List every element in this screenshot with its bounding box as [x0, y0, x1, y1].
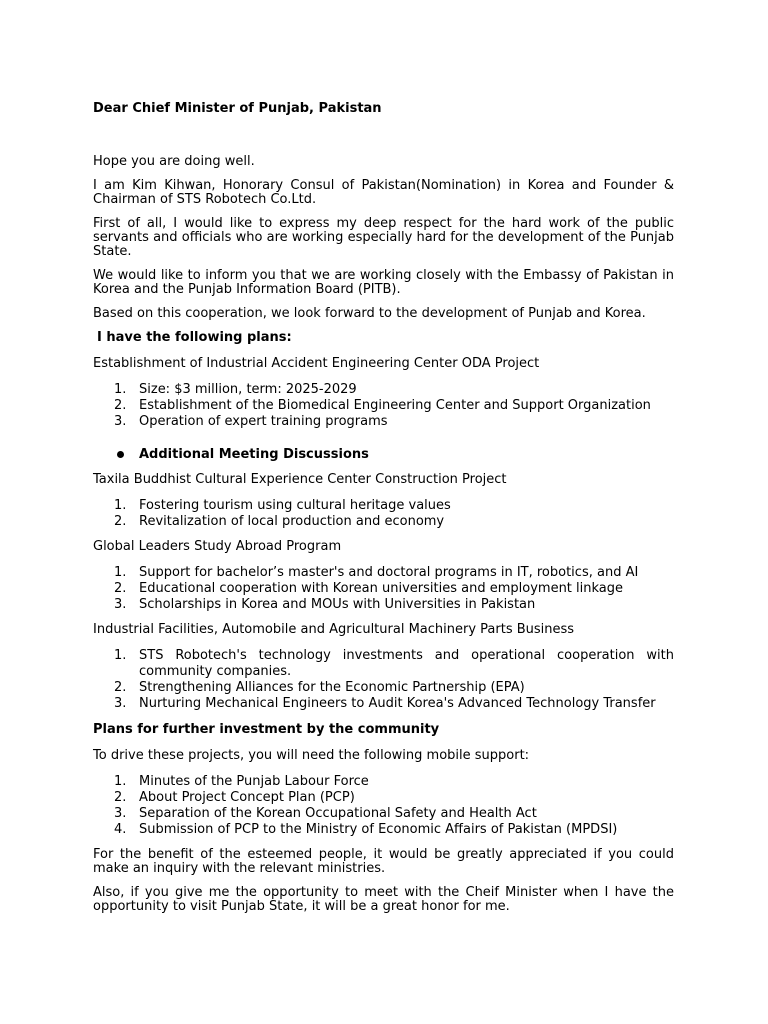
section1-list [93, 382, 674, 430]
list-item: 1. Support for bachelor’s master's and doctoral programs in IT, robotics, and AI [114, 565, 639, 580]
list-item: 1. Size: $3 million, term: 2025-2029 [114, 382, 357, 397]
list-item: 2. Revitalization of local production and economy [114, 514, 445, 529]
additional-meeting-bullet: Additional Meeting Discussions [93, 447, 674, 463]
section3-list [93, 565, 674, 613]
list-item: 1. Fostering tourism using cultural heritage values [114, 498, 451, 513]
support-intro: To drive these projects, you will need the following mobile support: [93, 748, 530, 763]
section4-list [93, 648, 674, 712]
list-item: 3. Scholarships in Korea and MOUs with Universities in Pakistan [114, 597, 536, 612]
salutation: Dear Chief Minister of Punjab, Pakistan [93, 101, 382, 116]
plans-heading: I have the following plans: [97, 330, 292, 345]
list-item: 1. STS Robotech's technology investments and operational cooperation with community companies. [114, 648, 674, 679]
list-item: 2. Strengthening Alliances for the Economic Partnership (EPA) [114, 680, 525, 695]
section1-title: Establishment of Industrial Accident Engineering Center ODA Project [93, 356, 540, 371]
list-item: 3. Operation of expert training programs [114, 414, 388, 429]
community-heading: Plans for further investment by the community [93, 722, 440, 737]
inform-paragraph: We would like to inform you that we are working closely with the Embassy of Pakistan in Korea and the Punjab Information Board (PITB). [93, 268, 674, 297]
list-item: 3. Separation of the Korean Occupational Safety and Health Act [114, 806, 537, 821]
section2-list [93, 498, 674, 530]
list-item: 3. Nurturing Mechanical Engineers to Audit Korea's Advanced Technology Transfer [114, 696, 656, 711]
list-item: 2. Educational cooperation with Korean universities and employment linkage [114, 581, 624, 596]
list-item: 2. Establishment of the Biomedical Engineering Center and Support Organization [114, 398, 651, 413]
letter-body [93, 102, 674, 914]
list-item: 2. About Project Concept Plan (PCP) [114, 790, 355, 805]
list-item: 1. Minutes of the Punjab Labour Force [114, 774, 369, 789]
greeting: Hope you are doing well. [93, 154, 255, 169]
bullet-icon [117, 451, 124, 458]
closing-paragraph: Also, if you give me the opportunity to meet with the Cheif Minister when I have the opportunity to visit Punjab State, it will be a great honor for me. [93, 885, 674, 914]
section4-title: Industrial Facilities, Automobile and Agricultural Machinery Parts Business [93, 622, 575, 637]
benefit-paragraph: For the benefit of the esteemed people, it would be greatly appreciated if you could make an inquiry with the relevant ministries. [93, 847, 674, 876]
section5-list [93, 774, 674, 838]
intro-paragraph: I am Kim Kihwan, Honorary Consul of Pakistan(Nomination) in Korea and Founder & Chairman of STS Robotech Co.Ltd. [93, 178, 674, 207]
respect-paragraph: First of all, I would like to express my deep respect for the hard work of the public servants and officials who are working especially hard for the development of the Punjab State. [93, 216, 674, 259]
list-item: 4. Submission of PCP to the Ministry of Economic Affairs of Pakistan (MPDSI) [114, 822, 618, 837]
cooperation-paragraph: Based on this cooperation, we look forward to the development of Punjab and Korea. [93, 306, 646, 321]
section3-title: Global Leaders Study Abroad Program [93, 539, 342, 554]
section2-title: Taxila Buddhist Cultural Experience Center Construction Project [93, 472, 507, 487]
